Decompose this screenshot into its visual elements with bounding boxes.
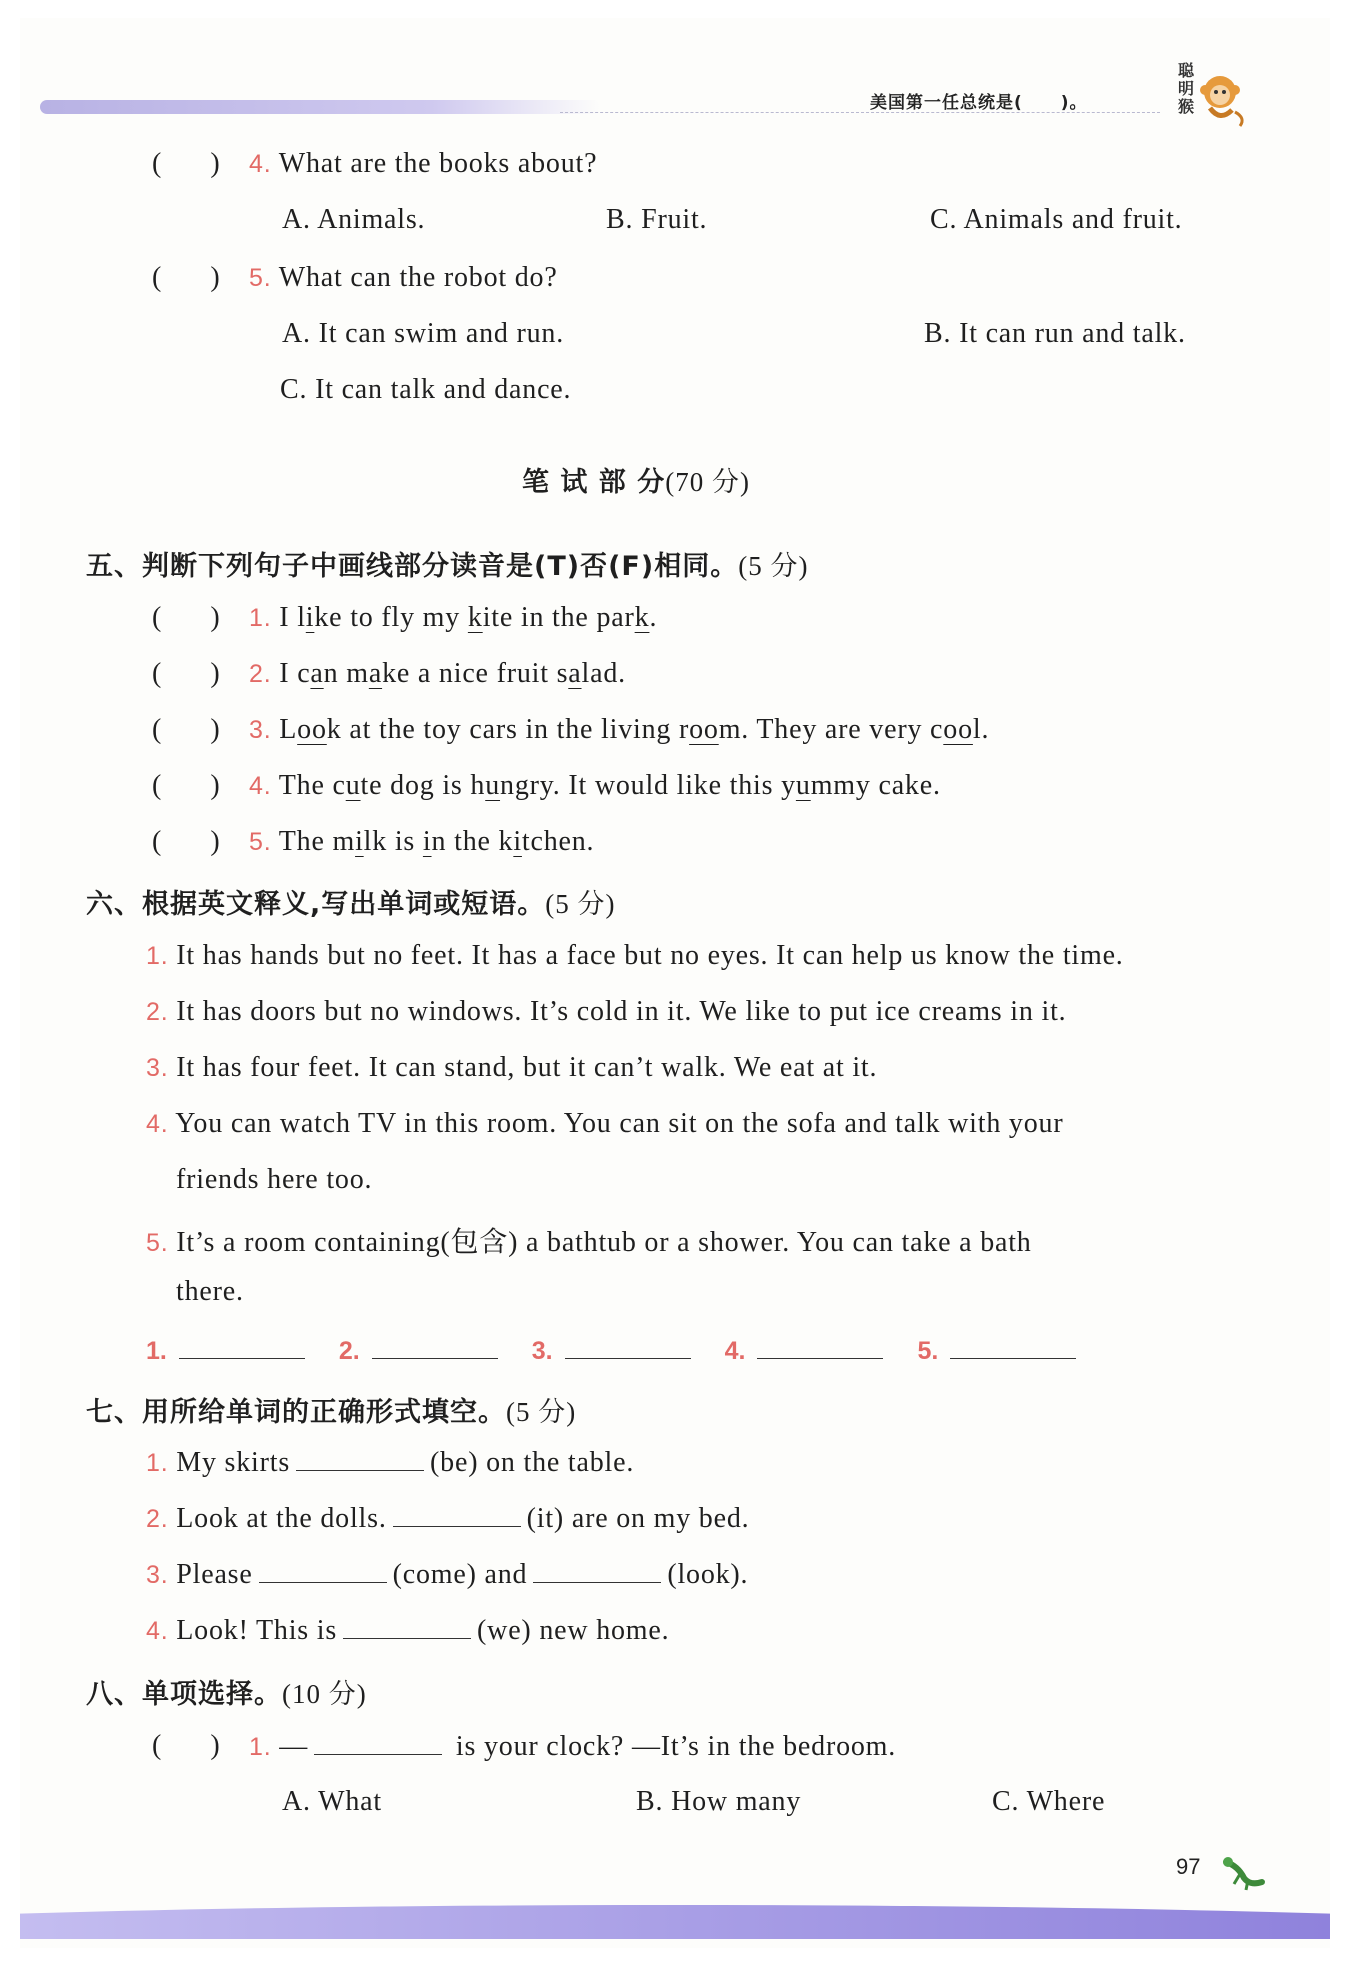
section-title-text: 五、判断下列句子中画线部分读音是(T)否(F)相同。 [86, 551, 739, 582]
question-text: What can the robot do? [278, 262, 558, 293]
item-number: 3. [146, 1561, 169, 1589]
sentence-text: lad. [581, 658, 626, 689]
footer-decor-bar [20, 1905, 1330, 1939]
underlined-letters: k [467, 602, 483, 633]
underlined-letters: a [568, 658, 582, 689]
answer-blank-3[interactable] [565, 1334, 691, 1359]
underlined-letters: u [795, 770, 811, 801]
written-title-text: 笔 试 部 分 [522, 467, 666, 498]
definition-item [146, 996, 1066, 1028]
judgement-item [249, 770, 941, 802]
answer-paren[interactable]: ( ) [152, 1730, 220, 1761]
section-score: (5 分) [738, 551, 809, 581]
fill-text: (it) are on my bed. [526, 1503, 750, 1534]
answer-paren[interactable]: ( ) [152, 602, 220, 633]
fill-blank[interactable] [393, 1502, 521, 1527]
fill-blank[interactable] [259, 1558, 387, 1583]
judgement-item [249, 658, 626, 690]
section-title-text: 八、单项选择。 [86, 1679, 282, 1710]
fill-item [146, 1446, 634, 1479]
sentence-text: n the k [431, 826, 514, 857]
answer-paren[interactable]: ( ) [152, 770, 220, 801]
mascot-char-1: 聪 [1178, 61, 1195, 80]
option-b[interactable]: B. Fruit. [606, 204, 708, 235]
sentence-text: ite in the par [482, 602, 635, 633]
answer-label: 5. [917, 1337, 939, 1365]
sentence-text: The c [278, 770, 346, 801]
underlined-letters: a [310, 658, 324, 689]
fill-blank[interactable] [533, 1558, 661, 1583]
definition-continuation: there. [176, 1276, 244, 1307]
answer-label: 1. [146, 1337, 167, 1365]
item-number: 2. [146, 998, 169, 1026]
fill-text: Look at the dolls. [176, 1503, 387, 1534]
option-a[interactable]: A. Animals. [282, 204, 426, 235]
question-number: 5. [249, 828, 272, 856]
fill-item [146, 1614, 669, 1647]
answer-blank-2[interactable] [372, 1334, 498, 1359]
answer-paren[interactable]: ( ) [152, 148, 220, 179]
answer-paren[interactable]: ( ) [152, 658, 220, 689]
written-part-title [522, 460, 750, 499]
option-a[interactable]: A. It can swim and run. [282, 318, 565, 349]
sentence-text: mmy cake. [810, 770, 941, 801]
judgement-item [249, 714, 989, 746]
option-a[interactable]: A. What [282, 1786, 382, 1817]
option-c[interactable]: C. It can talk and dance. [280, 374, 572, 405]
section-title-text: 七、用所给单词的正确形式填空。 [86, 1397, 506, 1428]
section-7-title [86, 1390, 576, 1429]
definition-item [146, 1108, 1063, 1140]
fill-text: Look! This is [176, 1615, 338, 1646]
definition-text: It has hands but no feet. It has a face but no eyes. It can help us know the time. [176, 940, 1124, 971]
section-5-title [86, 544, 808, 583]
sentence-text: n m [323, 658, 369, 689]
underlined-letters: oo [689, 714, 719, 745]
sentence-text: . [649, 602, 658, 633]
fill-blank[interactable] [314, 1730, 442, 1755]
definition-text: It’s a room containing(包含) a bathtub or a shower. You can take a bath [176, 1227, 1032, 1258]
question-number: 3. [249, 716, 272, 744]
sentence-text: lk is [363, 826, 423, 857]
section-score: (5 分) [545, 889, 616, 919]
answer-blanks-row [146, 1334, 1076, 1366]
item-number: 4. [146, 1110, 169, 1138]
definition-continuation: friends here too. [176, 1164, 373, 1195]
option-c[interactable]: C. Where [992, 1786, 1106, 1817]
answer-label: 2. [338, 1337, 360, 1365]
underlined-letters: a [368, 658, 383, 689]
sentence-text: te dog is h [360, 770, 486, 801]
question-item [249, 148, 597, 180]
underlined-letters: oo [943, 714, 973, 745]
section-title-text: 六、根据英文释义,写出单词或短语。 [86, 889, 546, 920]
sentence-text: I c [279, 658, 311, 689]
underlined-letters: u [485, 770, 501, 801]
fill-text: Please [176, 1559, 253, 1590]
definition-text: You can watch TV in this room. You can sit on the sofa and talk with your [175, 1108, 1064, 1139]
section-score: (10 分) [282, 1679, 367, 1709]
underlined-letters: i [513, 826, 522, 857]
mascot-label [1178, 62, 1198, 116]
item-number: 4. [146, 1617, 169, 1645]
fill-item [146, 1502, 749, 1535]
question-text: is your clock? —It’s in the bedroom. [455, 1731, 897, 1762]
option-c[interactable]: C. Animals and fruit. [930, 204, 1183, 235]
header-decor-bar [40, 100, 600, 114]
header-quiz-text: 美国第一任总统是( [870, 93, 1023, 113]
sentence-text: tchen. [521, 826, 595, 857]
page [20, 18, 1330, 1948]
question-item [249, 262, 558, 294]
section-score: (5 分) [506, 1397, 577, 1427]
sentence-text: L [279, 714, 298, 745]
underlined-letters: i [422, 826, 432, 857]
lizard-icon [1222, 1852, 1266, 1892]
answer-paren[interactable]: ( ) [152, 826, 220, 857]
sentence-text: ke a nice fruit s [382, 658, 569, 689]
question-number: 2. [249, 660, 272, 688]
underlined-letters: k [634, 602, 650, 633]
fill-item [146, 1558, 748, 1591]
mascot-char-2: 明 [1178, 79, 1195, 98]
item-number: 1. [146, 1449, 169, 1477]
question-number: 1. [249, 1733, 272, 1761]
definition-item [146, 940, 1124, 972]
fill-text: (we) new home. [477, 1615, 670, 1646]
item-number: 2. [146, 1505, 169, 1533]
answer-blank-4[interactable] [757, 1334, 883, 1359]
fill-text: My skirts [176, 1447, 291, 1478]
fill-text: (come) and [392, 1559, 528, 1590]
underlined-letters: i [305, 602, 315, 633]
question-number: 1. [249, 604, 272, 632]
question-item [249, 1730, 896, 1763]
page-number: 97 [1176, 1854, 1201, 1879]
answer-paren[interactable]: ( ) [152, 262, 220, 293]
answer-paren[interactable]: ( ) [152, 714, 220, 745]
question-number: 5. [249, 264, 272, 292]
judgement-item [249, 602, 657, 634]
answer-blank-5[interactable] [950, 1334, 1076, 1359]
sentence-text: m. They are very c [718, 714, 944, 745]
fill-text: (look). [667, 1559, 749, 1590]
option-b[interactable]: B. It can run and talk. [924, 318, 1186, 349]
header-quiz-end: )。 [1060, 93, 1088, 113]
item-number: 1. [146, 942, 169, 970]
sentence-text: ke to fly my [314, 602, 468, 633]
question-text: — [279, 1731, 309, 1762]
answer-blank-1[interactable] [179, 1334, 305, 1359]
judgement-item [249, 826, 594, 858]
header-quiz [870, 88, 1088, 113]
written-title-score: (70 分) [665, 467, 750, 497]
fill-text: (be) on the table. [430, 1447, 635, 1478]
question-number: 4. [249, 150, 272, 178]
question-number: 4. [249, 772, 272, 800]
question-text: What are the books about? [278, 148, 598, 179]
underlined-letters: i [355, 826, 364, 857]
section-6-title [86, 882, 616, 921]
sentence-text: l. [972, 714, 990, 745]
underlined-letters: u [345, 770, 361, 801]
definition-item [146, 1052, 877, 1084]
sentence-text: ngry. It would like this y [500, 770, 796, 801]
option-b[interactable]: B. How many [636, 1786, 802, 1817]
underlined-letters: oo [297, 714, 327, 745]
fill-blank[interactable] [296, 1446, 424, 1471]
definition-text: It has doors but no windows. It’s cold in it. We like to put ice creams in it. [176, 996, 1067, 1027]
item-number: 5. [146, 1229, 169, 1257]
answer-label: 4. [724, 1337, 746, 1365]
answer-label: 3. [531, 1337, 553, 1365]
section-8-title [86, 1672, 367, 1711]
definition-text: It has four feet. It can stand, but it can’t walk. We eat at it. [176, 1052, 878, 1083]
sentence-text: I l [279, 602, 306, 633]
sentence-text: The m [278, 826, 356, 857]
mascot-char-3: 猴 [1178, 97, 1195, 116]
fill-blank[interactable] [343, 1614, 471, 1639]
item-number: 3. [146, 1054, 169, 1082]
sentence-text: k at the toy cars in the living r [326, 714, 690, 745]
definition-item [146, 1220, 1032, 1260]
